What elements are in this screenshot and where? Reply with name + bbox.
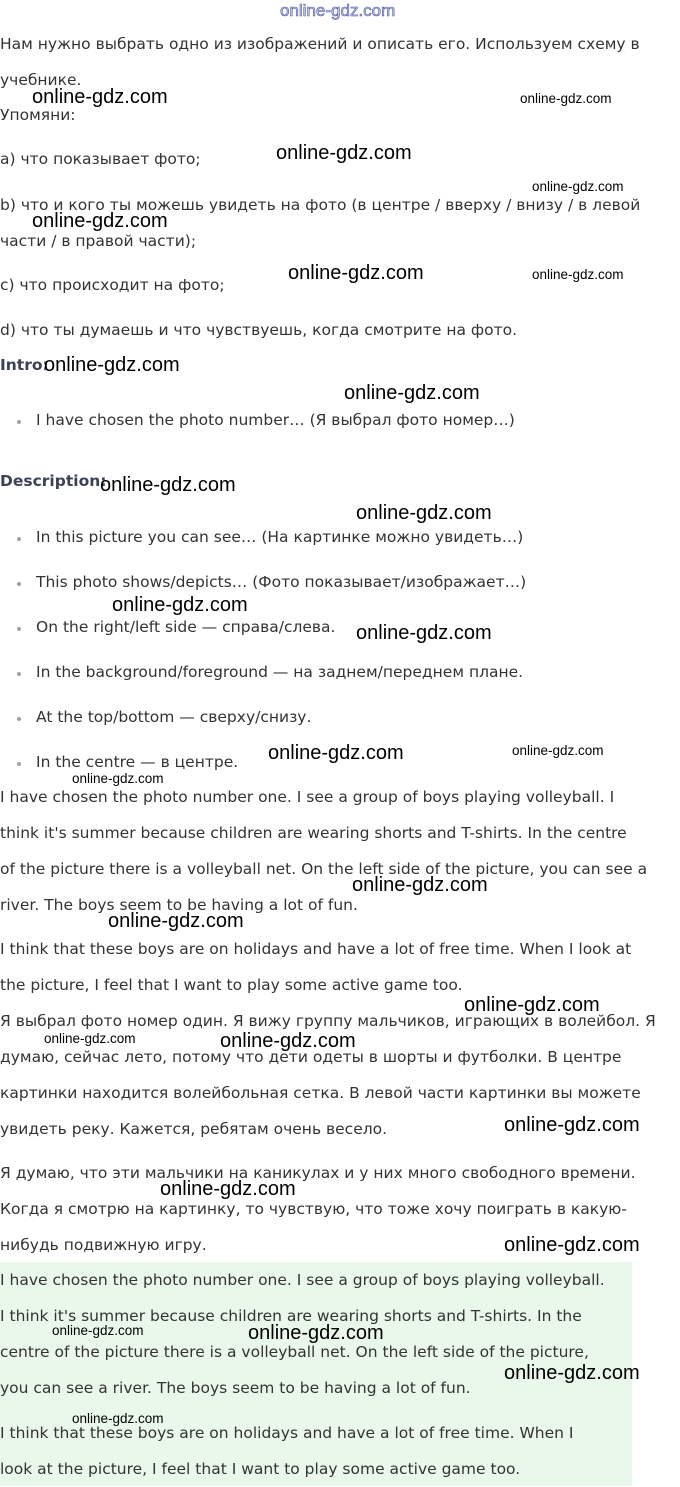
- description-bullet-item: On the right/left side — справа/слева.: [36, 618, 336, 636]
- instruction-item-b-cont: части / в правой части);: [0, 232, 197, 250]
- watermark: online-gdz.com: [356, 622, 492, 644]
- highlighted-answer-line: I have chosen the photo number one. I see a group of boys playing volleyball.: [0, 1271, 605, 1289]
- description-bullet-item: In this picture you can see… (На картинке можно увидеть…): [36, 528, 524, 546]
- watermark: online-gdz.com: [532, 267, 624, 282]
- highlighted-answer-line: centre of the picture there is a volleyball net. On the left side of the picture,: [0, 1343, 589, 1361]
- english-answer-line: I think that these boys are on holidays and have a lot of free time. When I look at: [0, 940, 632, 958]
- watermark: online-gdz.com: [464, 994, 600, 1016]
- watermark: online-gdz.com: [32, 86, 168, 108]
- intro-heading: Intro:: [0, 356, 49, 374]
- watermark: online-gdz.com: [108, 910, 244, 932]
- watermark: online-gdz.com: [72, 1411, 164, 1426]
- russian-answer-line: Я думаю, что эти мальчики на каникулах и у них много свободного времени.: [0, 1164, 636, 1182]
- highlighted-answer-line: I think that these boys are on holidays and have a lot of free time. When I: [0, 1424, 574, 1442]
- watermark: online-gdz.com: [504, 1114, 640, 1136]
- english-answer-line: river. The boys seem to be having a lot of fun.: [0, 896, 358, 914]
- watermark: online-gdz.com: [112, 594, 248, 616]
- watermark: online-gdz.com: [44, 1031, 136, 1046]
- russian-answer-line: думаю, сейчас лето, потому что дети одеты в шорты и футболки. В центре: [0, 1048, 622, 1066]
- description-bullet-item: In the background/foreground — на заднем/переднем плане.: [36, 663, 524, 681]
- instruction-item-a: a) что показывает фото;: [0, 150, 201, 168]
- description-bullet-item: This photo shows/depicts… (Фото показывает/изображает…): [36, 573, 527, 591]
- watermark: online-gdz.com: [100, 474, 236, 496]
- watermark: online-gdz.com: [344, 382, 480, 404]
- watermark: online-gdz.com: [220, 1030, 356, 1052]
- instruction-item-d: d) что ты думаешь и что чувствуешь, когда смотрите на фото.: [0, 321, 518, 339]
- watermark: online-gdz.com: [248, 1322, 384, 1344]
- instruction-item-c: c) что происходит на фото;: [0, 276, 225, 294]
- bullet-dot: [17, 420, 21, 424]
- description-heading: Description:: [0, 472, 107, 490]
- bullet-dot: [17, 537, 21, 541]
- watermark: online-gdz.com: [520, 91, 612, 106]
- watermark: online-gdz.com: [32, 210, 168, 232]
- watermark: online-gdz.com: [532, 179, 624, 194]
- watermark: online-gdz.com: [160, 1178, 296, 1200]
- watermark: online-gdz.com: [276, 142, 412, 164]
- description-bullet-item: At the top/bottom — сверху/снизу.: [36, 708, 312, 726]
- russian-answer-line: увидеть реку. Кажется, ребятам очень весело.: [0, 1120, 388, 1138]
- russian-answer-line: Я выбрал фото номер один. Я вижу группу мальчиков, играющих в волейбол. Я: [0, 1012, 656, 1030]
- english-answer-line: the picture, I feel that I want to play some active game too.: [0, 976, 463, 994]
- english-answer-line: of the picture there is a volleyball net. On the left side of the picture, you can see a: [0, 860, 648, 878]
- highlighted-answer-line: you can see a river. The boys seem to be having a lot of fun.: [0, 1379, 471, 1397]
- russian-answer-line: нибудь подвижную игру.: [0, 1236, 207, 1254]
- intro-bullet-item: I have chosen the photo number… (Я выбрал фото номер…): [36, 411, 515, 429]
- bullet-dot: [17, 717, 21, 721]
- watermark: online-gdz.com: [504, 1234, 640, 1256]
- bullet-dot: [17, 672, 21, 676]
- english-answer-line: I have chosen the photo number one. I see a group of boys playing volleyball. I: [0, 788, 615, 806]
- watermark: online-gdz.com: [72, 771, 164, 786]
- watermark: online-gdz.com: [52, 1323, 144, 1338]
- watermark: online-gdz.com: [352, 874, 488, 896]
- english-answer-line: think it's summer because children are wearing shorts and T-shirts. In the centre: [0, 824, 627, 842]
- watermark: online-gdz.com: [268, 742, 404, 764]
- highlighted-answer-line: look at the picture, I feel that I want to play some active game too.: [0, 1460, 521, 1478]
- highlighted-answer-line: I think it's summer because children are wearing shorts and T-shirts. In the: [0, 1307, 582, 1325]
- watermark: online-gdz.com: [504, 1362, 640, 1384]
- russian-answer-line: картинки находится волейбольная сетка. В левой части картинки вы можете: [0, 1084, 641, 1102]
- site-logo-watermark: online-gdz.com: [280, 1, 396, 20]
- watermark: online-gdz.com: [512, 743, 604, 758]
- watermark: online-gdz.com: [356, 502, 492, 524]
- watermark: online-gdz.com: [44, 354, 180, 376]
- watermark: online-gdz.com: [288, 262, 424, 284]
- bullet-dot: [17, 762, 21, 766]
- bullet-dot: [17, 582, 21, 586]
- bullet-dot: [17, 627, 21, 631]
- description-bullet-item: In the centre — в центре.: [36, 753, 239, 771]
- russian-answer-line: Когда я смотрю на картинку, то чувствую, что тоже хочу поиграть в какую-: [0, 1200, 627, 1218]
- instruction-line: учебнике.: [0, 71, 82, 89]
- instruction-line: Упомяни:: [0, 106, 76, 124]
- instruction-line: Нам нужно выбрать одно из изображений и описать его. Используем схему в: [0, 35, 640, 53]
- instruction-item-b: b) что и кого ты можешь увидеть на фото (в центре / вверху / внизу / в левой: [0, 196, 641, 214]
